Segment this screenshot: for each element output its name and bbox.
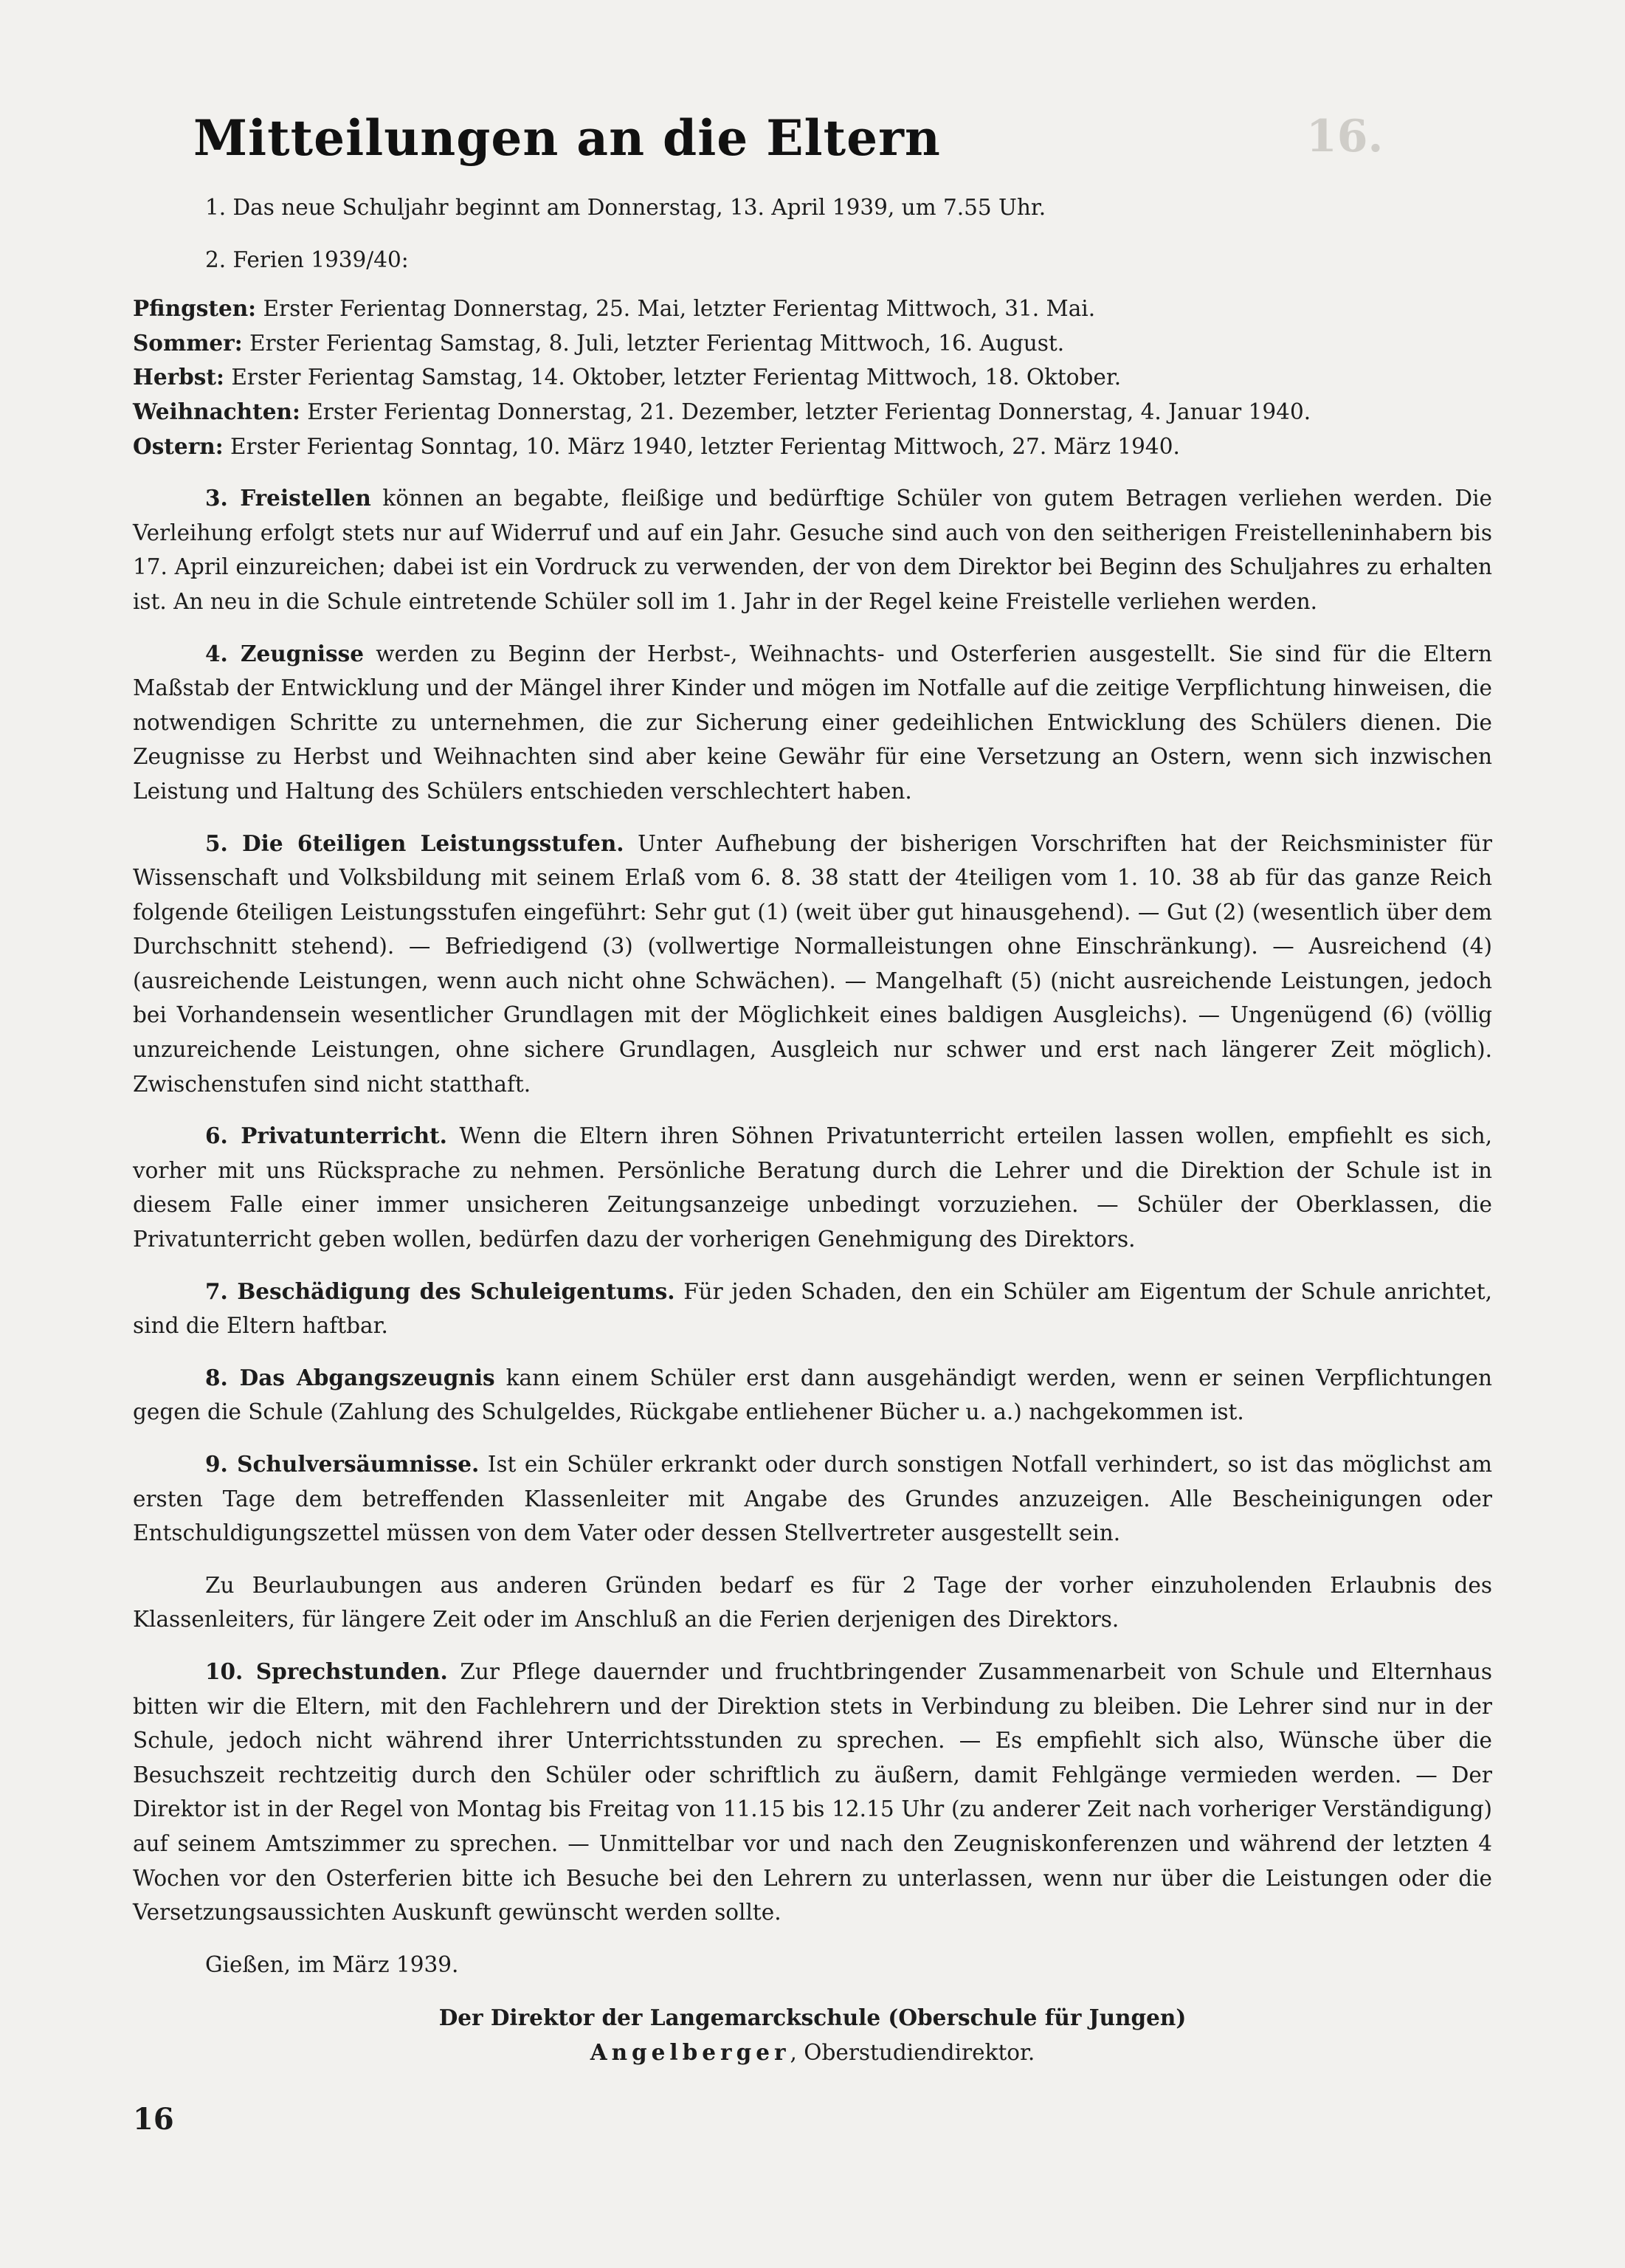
- holiday-row: [133, 395, 1492, 430]
- holiday-row: [133, 360, 1492, 395]
- item-5-text: Unter Aufhebung der bisherigen Vorschriften hat der Reichsminister für Wissenschaft und Volksbildung mit seinem Erlaß vom 6. 8. 38 statt der 4teiligen vom 1. 10. 38 ab für das ganze Reich folgende 6teiligen Leistungsstufen eingeführt: Sehr gut (1) (weit über gut hinausgehend). — Gut (2) (wesentlich über dem Durchschnitt stehend). — Befriedigend (3) (vollwertige Normalleistungen ohne Einschränkung). — Ausreichend (4) (ausreichende Leistungen, wenn auch nicht ohne Schwächen). — Mangelhaft (5) (nicht ausreichende Leistungen, jedoch bei Vorhandensein wesentlicher Grundlagen mit der Möglichkeit eines baldigen Ausgleichs). — Ungenügend (6) (völlig unzureichende Leistungen, ohne sichere Grundlagen, Ausgleich nur schwer und erst nach längerer Zeit möglich). Zwischenstufen sind nicht statthaft.: [133, 830, 1492, 1097]
- bleed-through-heading: 16.: [1306, 111, 1384, 162]
- notice-body: [133, 190, 1492, 2070]
- holiday-text: Erster Ferientag Donnerstag, 25. Mai, letzter Ferientag Mittwoch, 31. Mai.: [263, 296, 1096, 322]
- item-6: [133, 1119, 1492, 1256]
- item-4: [133, 637, 1492, 809]
- holiday-row: [133, 430, 1492, 464]
- holiday-label: Sommer:: [133, 329, 243, 356]
- signature-title: Der Direktor der Langemarckschule (Oberschule für Jungen): [438, 2005, 1187, 2031]
- holiday-text: Erster Ferientag Samstag, 8. Juli, letzter Ferientag Mittwoch, 16. August.: [249, 330, 1065, 356]
- page-number: 16: [133, 2102, 174, 2137]
- holiday-label: Herbst:: [133, 364, 224, 390]
- item-4-text: werden zu Beginn der Herbst-, Weihnachts- und Osterferien ausgestellt. Sie sind für die Eltern Maßstab der Entwicklung und der Mängel ihrer Kinder und mögen im Notfalle auf die zeitige Verpflichtung hinweisen, die notwendigen Schritte zu unternehmen, die zur Sicherung einer gedeihlichen Entwicklung des Schülers dienen. Die Zeugnisse zu Herbst und Weihnachten sind aber keine Gewähr für eine Versetzung an Ostern, wenn sich inzwischen Leistung und Haltung des Schülers entschieden verschlechtert haben.: [133, 641, 1492, 804]
- holiday-label: Ostern:: [133, 432, 224, 459]
- item-3-lead: 3. Freistellen: [205, 485, 371, 511]
- holiday-label: Pfingsten:: [133, 295, 257, 322]
- holiday-text: Erster Ferientag Samstag, 14. Oktober, letzter Ferientag Mittwoch, 18. Oktober.: [231, 365, 1122, 390]
- place-date: Gießen, im März 1939.: [205, 1951, 459, 1977]
- item-1: 1. Das neue Schuljahr beginnt am Donnerstag, 13. April 1939, um 7.55 Uhr.: [205, 195, 1046, 220]
- item-8: [133, 1361, 1492, 1430]
- holiday-list: [133, 292, 1492, 463]
- item-10: [133, 1655, 1492, 1930]
- item-6-lead: 6. Privatunterricht.: [205, 1123, 447, 1149]
- item-4-lead: 4. Zeugnisse: [205, 640, 364, 666]
- holiday-text: Erster Ferientag Sonntag, 10. März 1940, letzter Ferientag Mittwoch, 27. März 1940.: [230, 433, 1180, 459]
- item-5-lead: 5. Die 6teiligen Leistungsstufen.: [205, 830, 624, 856]
- item-9b: Zu Beurlaubungen aus anderen Gründen bedarf es für 2 Tage der vorher einzuholenden Erlaubnis des Klassenleiters, für längere Zeit oder im Anschluß an die Ferien derjenigen des Direktors.: [133, 1572, 1492, 1633]
- item-8-lead: 8. Das Abgangszeugnis: [205, 1364, 495, 1390]
- item-8-text: kann einem Schüler erst dann ausgehändigt werden, wenn er seinen Verpflichtungen gegen die Schule (Zahlung des Schulgeldes, Rückgabe entliehener Bücher u. a.) nachgekommen ist.: [133, 1365, 1492, 1425]
- item-9: [133, 1447, 1492, 1551]
- signature-name: Angelberger: [590, 2038, 790, 2065]
- holiday-row: [133, 326, 1492, 361]
- item-7-lead: 7. Beschädigung des Schuleigentums.: [205, 1278, 675, 1304]
- item-3-text: können an begabte, fleißige und bedürftige Schüler von gutem Betragen verliehen werden. Die Verleihung erfolgt stets nur auf Widerruf und auf ein Jahr. Gesuche sind auch von den seitherigen Freistelleninhabern bis 17. April einzureichen; dabei ist ein Vordruck zu verwenden, der von dem Direktor bei Beginn des Schuljahres zu erhalten ist. An neu in die Schule eintretende Schüler soll im 1. Jahr in der Regel keine Freistelle verliehen werden.: [133, 486, 1492, 614]
- signature-role: , Oberstudiendirektor.: [790, 2039, 1035, 2065]
- item-10-lead: 10. Sprechstunden.: [205, 1658, 448, 1684]
- item-6-text: Wenn die Eltern ihren Söhnen Privatunterricht erteilen lassen wollen, empfiehlt es sich, vorher mit uns Rücksprache zu nehmen. Persönliche Beratung durch die Lehrer und die Direktion der Schule ist in diesem Falle einer immer unsicheren Zeitungsanzeige unbedingt vorzuziehen. — Schüler der Oberklassen, die Privatunterricht geben wollen, bedürfen dazu der vorherigen Genehmigung des Direktors.: [133, 1123, 1492, 1252]
- item-5: [133, 827, 1492, 1102]
- item-9-lead: 9. Schulversäumnisse.: [205, 1451, 480, 1477]
- item-7-text: Für jeden Schaden, den ein Schüler am Eigentum der Schule anrichtet, sind die Eltern haftbar.: [133, 1278, 1492, 1339]
- page-title: Mitteilungen an die Eltern: [193, 109, 941, 167]
- item-9-text: Ist ein Schüler erkrankt oder durch sonstigen Notfall verhindert, so ist das möglichst am ersten Tage dem betreffenden Klassenleiter mit Angabe des Grundes anzuzeigen. Alle Bescheinigungen oder Entschuldigungszettel müssen von dem Vater oder dessen Stellvertreter ausgestellt sein.: [133, 1452, 1492, 1546]
- holiday-label: Weihnachten:: [133, 398, 300, 424]
- item-10-text: Zur Pflege dauernder und fruchtbringender Zusammenarbeit von Schule und Elternhaus bitten wir die Eltern, mit den Fachlehrern und der Direktion stets in Verbindung zu bleiben. Die Lehrer sind nur in der Schule, jedoch nicht während ihrer Unterrichtsstunden zu sprechen. — Es empfiehlt sich also, Wünsche über die Besuchszeit rechtzeitig durch den Schüler oder schriftlich zu äußern, damit Fehlgänge vermieden werden. — Der Direktor ist in der Regel von Montag bis Freitag von 11.15 bis 12.15 Uhr (zu anderer Zeit nach vorheriger Verständigung) auf seinem Amtszimmer zu sprechen. — Unmittelbar vor und nach den Zeugniskonferenzen und während der letzten 4 Wochen vor den Osterferien bitte ich Besuche bei den Lehrern zu unterlassen, wenn nur über die Leistungen oder die Versetzungsaussichten Auskunft gewünscht werden sollte.: [133, 1658, 1492, 1926]
- item-3: [133, 481, 1492, 618]
- signature-name-line: [133, 2036, 1492, 2070]
- holiday-text: Erster Ferientag Donnerstag, 21. Dezember, letzter Ferientag Donnerstag, 4. Januar 1940.: [307, 399, 1311, 424]
- item-2: 2. Ferien 1939/40:: [205, 247, 409, 272]
- item-7: [133, 1275, 1492, 1343]
- holiday-row: [133, 292, 1492, 326]
